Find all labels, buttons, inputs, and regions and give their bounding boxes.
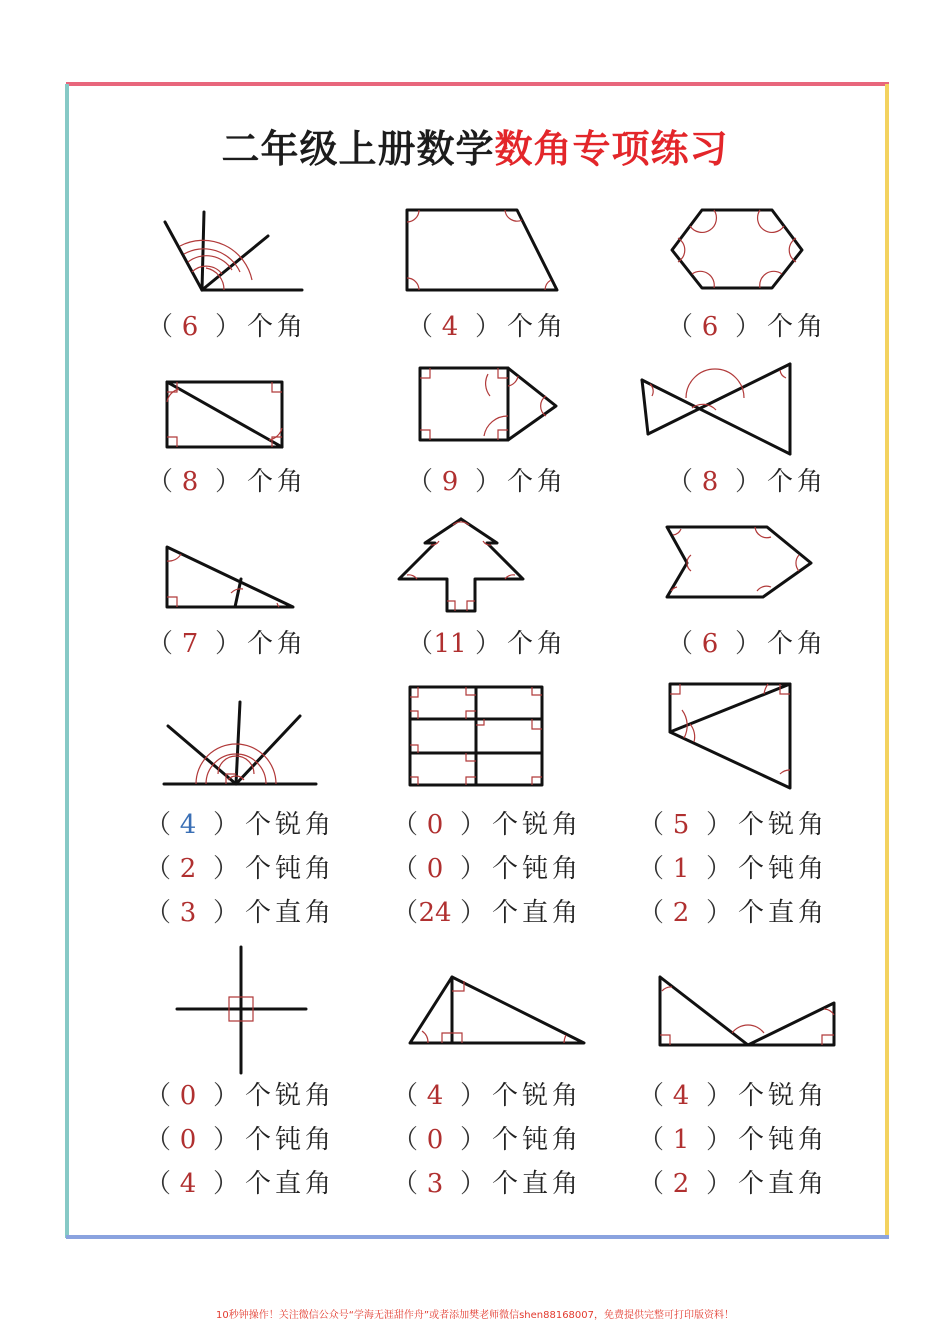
figure-rays-on-line [162,700,318,788]
open-paren: （ [145,1169,172,1199]
footer-notice: 10秒钟操作！关注微信公众号“学海无涯甜作舟”或者添加樊老师微信shen88168007，免费提供完整可打印版资料！ [215,1310,735,1321]
angle-unit-label: 个角 [767,312,828,342]
angle-unit-label: 个直角 [492,1169,583,1199]
close-paren: ） [213,1125,240,1155]
frame-left-border [65,84,69,1238]
answer-line [145,896,335,930]
answer-value: 0 [179,1125,197,1155]
figure-tree [397,517,527,615]
close-paren: ） [706,810,733,840]
open-paren: （ [638,1169,665,1199]
figure-pentagon-with-line [418,366,560,444]
figure-triangle-with-altitude [408,975,588,1047]
title-part-topic: 数角专项练习 [494,127,729,171]
open-paren: （ [145,854,172,884]
close-paren: ） [475,312,502,342]
title-part-grade: 二年级上册数学 [221,127,495,171]
answer-value: 5 [672,810,690,840]
close-paren: ） [706,854,733,884]
answer-line [147,627,307,661]
open-paren: （ [392,1125,419,1155]
figure-hexagon [668,208,806,290]
open-paren: （ [638,898,665,928]
angle-unit-label: 个钝角 [245,1125,336,1155]
answer-line [667,465,827,499]
answer-line [392,896,582,930]
angle-unit-label: 个锐角 [738,1081,829,1111]
figure-arrow [665,525,815,600]
answer-line [145,1167,335,1201]
answer-value: 0 [426,854,444,884]
angle-unit-label: 个角 [247,467,308,497]
answer-value: 0 [426,810,444,840]
answer-line [147,465,307,499]
answer-value: 24 [418,898,452,928]
figure-trapezoid [405,208,560,293]
angle-unit-label: 个锐角 [492,1081,583,1111]
answer-value: 8 [181,467,199,497]
answer-value: 11 [433,629,467,659]
answer-line [145,852,335,886]
answer-line [392,852,582,886]
close-paren: ） [215,629,242,659]
open-paren: （ [145,1125,172,1155]
answer-line [392,1123,582,1157]
close-paren: ） [735,312,762,342]
answer-value: 6 [701,629,719,659]
answer-line [147,310,307,344]
answer-value: 1 [672,854,690,884]
angle-unit-label: 个角 [767,629,828,659]
open-paren: （ [638,810,665,840]
angle-unit-label: 个锐角 [492,810,583,840]
angle-unit-label: 个锐角 [245,1081,336,1111]
angle-unit-label: 个角 [507,629,568,659]
answer-line [392,1079,582,1113]
open-paren: （ [667,629,694,659]
answer-value: 7 [181,629,199,659]
answer-value: 9 [441,467,459,497]
open-paren: （ [392,1081,419,1111]
open-paren: （ [392,854,419,884]
frame-top-border [66,82,889,86]
answer-line [392,1167,582,1201]
answer-value: 4 [179,810,197,840]
answer-value: 3 [179,898,197,928]
answer-line [667,310,827,344]
close-paren: ） [213,898,240,928]
answer-value: 4 [426,1081,444,1111]
close-paren: ） [475,467,502,497]
angle-unit-label: 个直角 [492,898,583,928]
page-title [0,118,950,178]
figure-triangle-in-shape [668,682,794,792]
answer-line [638,1167,828,1201]
answer-value: 8 [701,467,719,497]
answer-value: 0 [179,1081,197,1111]
answer-value: 0 [426,1125,444,1155]
answer-value: 1 [672,1125,690,1155]
angle-unit-label: 个直角 [245,1169,336,1199]
answer-line [407,627,567,661]
angle-unit-label: 个直角 [738,1169,829,1199]
open-paren: （ [145,810,172,840]
answer-line [145,808,335,842]
answer-line [145,1123,335,1157]
open-paren: （ [392,1169,419,1199]
open-paren: （ [147,467,174,497]
open-paren: （ [638,1125,665,1155]
open-paren: （ [407,312,434,342]
answer-line [407,465,567,499]
answer-line [638,852,828,886]
figure-bowtie [640,362,795,457]
close-paren: ） [460,810,487,840]
open-paren: （ [392,810,419,840]
open-paren: （ [667,467,694,497]
open-paren: （ [638,854,665,884]
answer-line [638,808,828,842]
angle-unit-label: 个直角 [245,898,336,928]
answer-line [638,1123,828,1157]
close-paren: ） [735,467,762,497]
open-paren: （ [147,629,174,659]
close-paren: ） [215,312,242,342]
answer-value: 6 [701,312,719,342]
angle-unit-label: 个钝角 [492,1125,583,1155]
open-paren: （ [667,312,694,342]
close-paren: ） [460,1169,487,1199]
close-paren: ） [213,1081,240,1111]
answer-line [638,896,828,930]
angle-unit-label: 个角 [247,629,308,659]
angle-unit-label: 个角 [507,467,568,497]
answer-line [667,627,827,661]
answer-value: 6 [181,312,199,342]
close-paren: ） [735,629,762,659]
open-paren: （ [638,1081,665,1111]
open-paren: （ [147,312,174,342]
answer-value: 3 [426,1169,444,1199]
close-paren: ） [706,1081,733,1111]
figure-grid-rectangle [408,685,545,787]
answer-line [145,1079,335,1113]
answer-line [407,310,567,344]
figure-two-triangles [658,975,838,1050]
open-paren: （ [407,467,434,497]
close-paren: ） [213,854,240,884]
answer-value: 2 [179,854,197,884]
answer-value: 2 [672,898,690,928]
close-paren: ） [460,898,487,928]
open-paren: （ [145,1081,172,1111]
answer-value: 4 [179,1169,197,1199]
close-paren: ） [460,1081,487,1111]
close-paren: ） [706,1169,733,1199]
close-paren: ） [706,1125,733,1155]
angle-unit-label: 个直角 [738,898,829,928]
answer-value: 4 [441,312,459,342]
close-paren: ） [213,810,240,840]
frame-bottom-border [66,1235,889,1239]
answer-value: 2 [672,1169,690,1199]
open-paren: （ [392,898,419,928]
figure-rays-from-point [160,210,310,295]
answer-line [392,808,582,842]
angle-unit-label: 个锐角 [738,810,829,840]
close-paren: ） [460,1125,487,1155]
open-paren: （ [407,629,434,659]
angle-unit-label: 个钝角 [738,854,829,884]
angle-unit-label: 个钝角 [738,1125,829,1155]
angle-unit-label: 个钝角 [245,854,336,884]
angle-unit-label: 个锐角 [245,810,336,840]
angle-unit-label: 个钝角 [492,854,583,884]
close-paren: ） [213,1169,240,1199]
close-paren: ） [706,898,733,928]
angle-unit-label: 个角 [507,312,568,342]
answer-value: 4 [672,1081,690,1111]
close-paren: ） [215,467,242,497]
close-paren: ） [475,629,502,659]
frame-right-border [885,84,889,1238]
angle-unit-label: 个角 [767,467,828,497]
figure-cross-lines [175,945,310,1075]
answer-line [638,1079,828,1113]
figure-triangle-with-segment [165,545,297,610]
figure-rectangle-with-diagonal [165,380,285,450]
close-paren: ） [460,854,487,884]
angle-unit-label: 个角 [247,312,308,342]
open-paren: （ [145,898,172,928]
